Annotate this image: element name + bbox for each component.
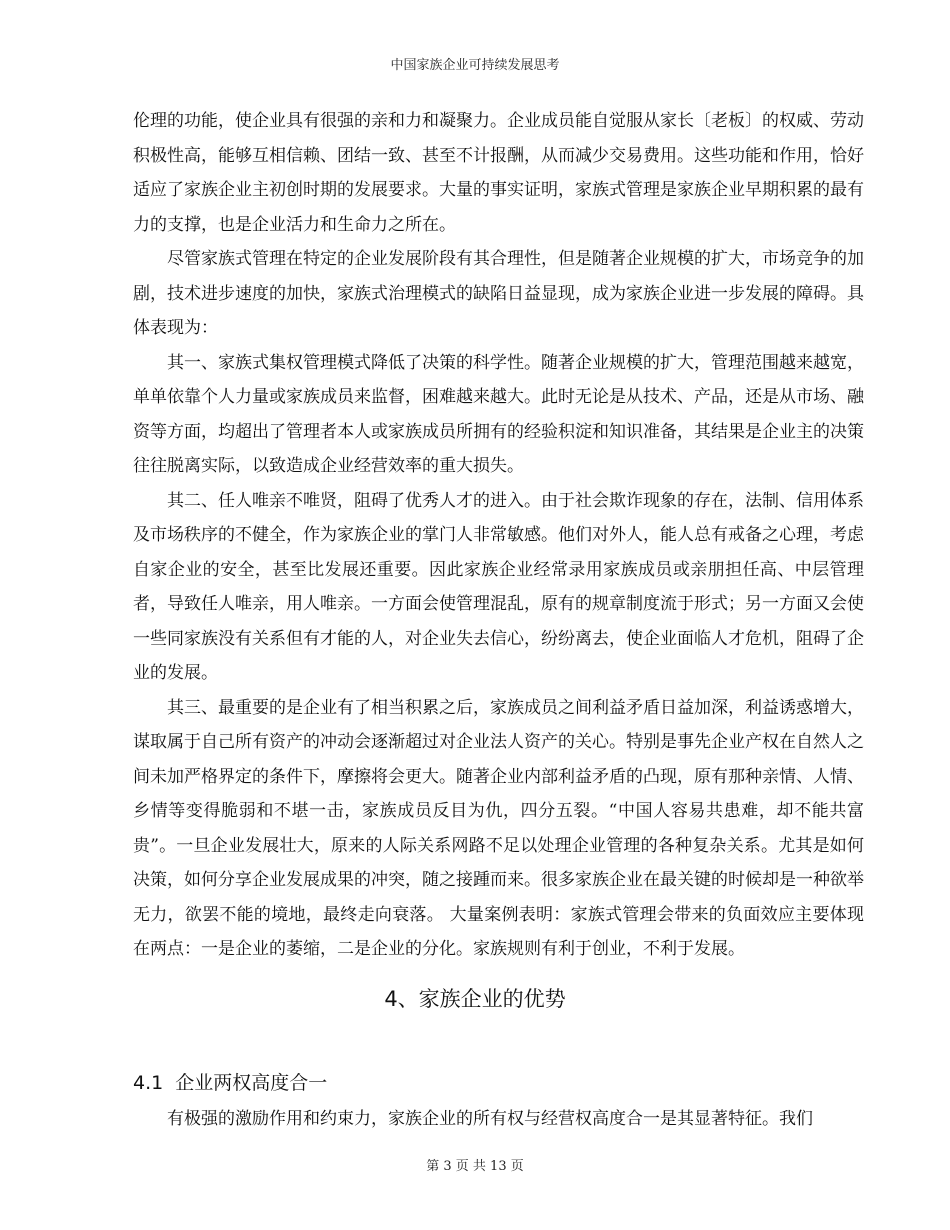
subsection-number: 4.1 xyxy=(133,1072,164,1094)
paragraph-overview: 尽管家族式管理在特定的企业发展阶段有其合理性，但是随著企业规模的扩大，市场竞争的加剧，技术进步速度的加快，家族式治理模式的缺陷日益显现，成为家族企业进一步发展的障碍。具体表现为： xyxy=(133,249,864,338)
paragraph-point-one: 其一、家族式集权管理模式降低了决策的科学性。随著企业规模的扩大，管理范围越来越宽，单单依靠个人力量或家族成员来监督，困难越来越大。此时无论是从技术、产品，还是从市场、融资等方面，均超出了管理者本人或家族成员所拥有的经验积淀和知识准备，其结果是企业主的决策往往脱离实际，以致造成企业经营效率的重大损失。 xyxy=(133,352,864,476)
paragraph-ownership: 有极强的激励作用和约束力，家族企业的所有权与经营权高度合一是其显著特征。我们 xyxy=(167,1109,813,1129)
subsection-title: 企业两权高度合一 xyxy=(175,1072,328,1094)
body-text-continued xyxy=(133,1102,864,1137)
paragraph-continuation: 伦理的功能，使企业具有很强的亲和力和凝聚力。企业成员能自觉服从家长〔老板〕的权威、劳动积极性高，能够互相信赖、团结一致、甚至不计报酬，从而减少交易费用。这些功能和作用，恰好适应了家族企业主初创时期的发展要求。大量的事实证明，家族式管理是家族企业早期积累的最有力的支撑，也是企业活力和生命力之所在。 xyxy=(133,111,864,235)
subsection-heading xyxy=(133,1068,327,1095)
paragraph-point-two: 其二、任人唯亲不唯贤，阻碍了优秀人才的进入。由于社会欺诈现象的存在，法制、信用体系及市场秩序的不健全，作为家族企业的掌门人非常敏感。他们对外人，能人总有戒备之心理，考虑自家企业的安全，甚至比发展还重要。因此家族企业经常录用家族成员或亲朋担任高、中层管理者，导致任人唯亲，用人唯亲。一方面会使管理混乱，原有的规章制度流于形式；另一方面又会使一些同家族没有关系但有才能的人，对企业失去信心，纷纷离去，使企业面临人才危机，阻碍了企业的发展。 xyxy=(133,490,864,683)
paragraph-point-three: 其三、最重要的是企业有了相当积累之后，家族成员之间利益矛盾日益加深，利益诱惑增大，谋取属于自己所有资产的冲动会逐渐超过对企业法人资产的关心。特别是事先企业产权在自然人之间未加严格界定的条件下，摩擦将会更大。随著企业内部利益矛盾的凸现，原有那种亲情、人情、乡情等变得脆弱和不堪一击，家族成员反目为仇，四分五裂。“中国人容易共患难，却不能共富贵”。一旦企业发展壮大，原来的人际关系网路不足以处理企业管理的各种复杂关系。尤其是如何决策，如何分享企业发展成果的冲突，随之接踵而来。很多家族企业在最关键的时候却是一种欲举无力，欲罢不能的境地，最终走向衰落。 大量案例表明：家族式管理会带来的负面效应主要体现在两点：一是企业的萎缩，二是企业的分化。家族规则有利于创业，不利于发展。 xyxy=(133,697,864,959)
header-divider xyxy=(133,78,863,79)
section-heading: 4、家族企业的优势 xyxy=(384,987,566,1011)
page-footer: 第 3 页 共 13 页 xyxy=(426,1159,524,1174)
running-header: 中国家族企业可持续发展思考 xyxy=(390,58,560,73)
body-text xyxy=(133,104,864,967)
